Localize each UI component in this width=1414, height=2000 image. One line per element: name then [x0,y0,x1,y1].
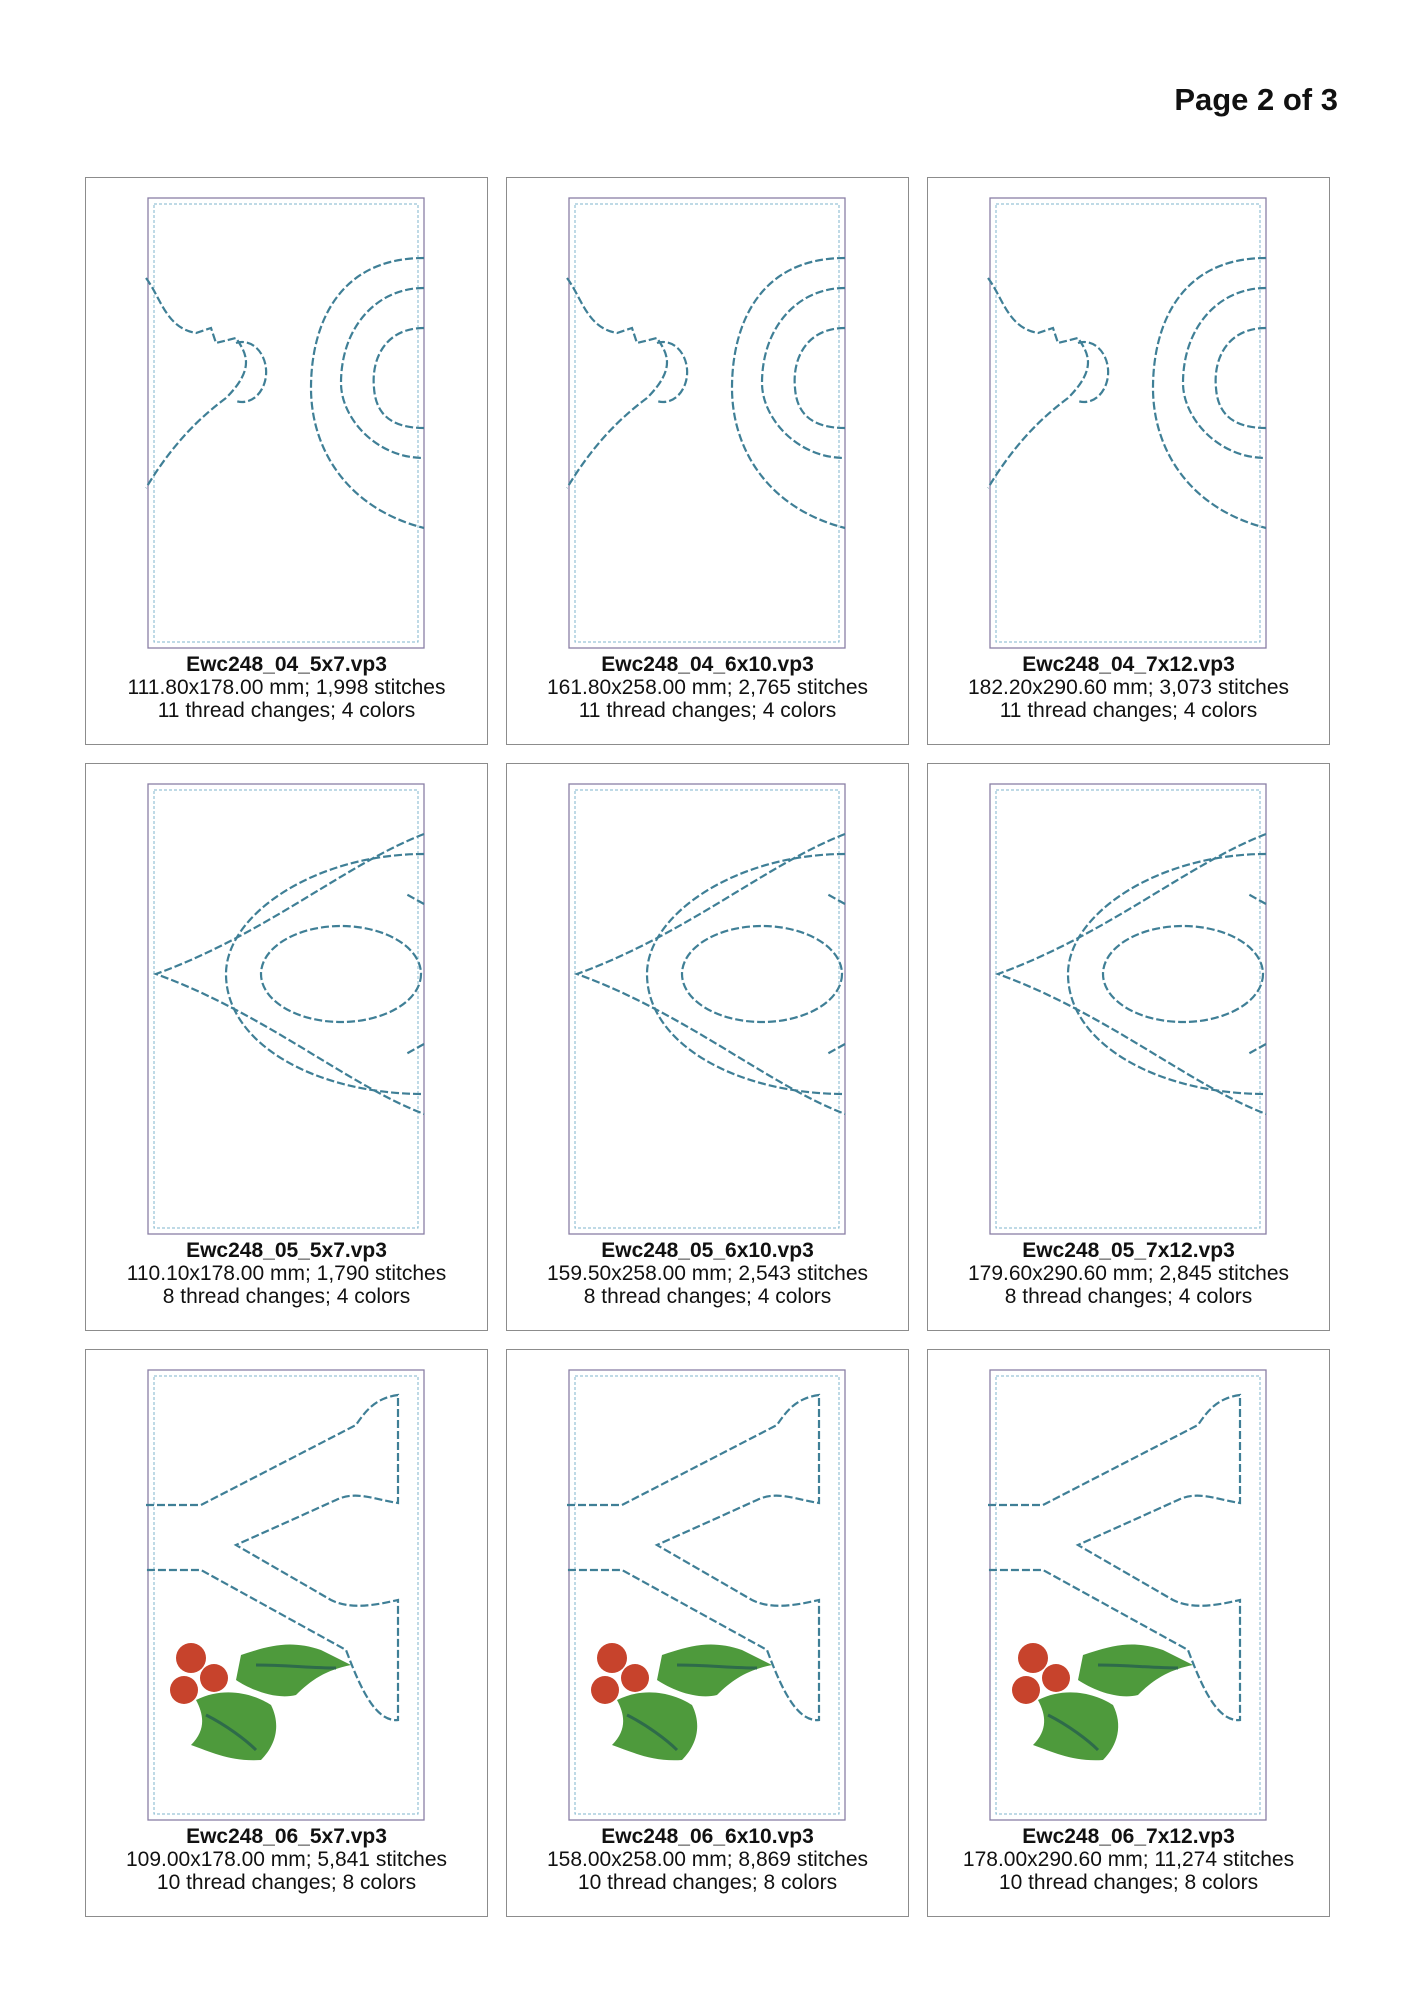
ornament-teardrop-motif [998,834,1266,1114]
design-card[interactable] [927,1349,1330,1917]
design-thread-info: 11 thread changes; 4 colors [578,699,837,722]
design-size-stitches: 159.50x258.00 mm; 2,543 stitches [546,1262,869,1285]
design-caption [928,1825,1329,1894]
ornament-top-motif [146,258,424,528]
page-number: Page 2 of 3 [1174,82,1338,117]
design-size-stitches: 182.20x290.60 mm; 3,073 stitches [967,676,1290,699]
design-thread-info: 10 thread changes; 8 colors [998,1871,1259,1894]
ornament-top-motif [988,258,1266,528]
design-filename: Ewc248_06_5x7.vp3 [186,1825,387,1848]
design-size-stitches: 111.80x178.00 mm; 1,998 stitches [127,676,446,699]
stitch-preview-svg [928,1350,1328,1828]
design-filename: Ewc248_04_6x10.vp3 [601,653,814,676]
letter-y-holly-motif [567,1395,819,1760]
design-size-stitches: 158.00x258.00 mm; 8,869 stitches [546,1848,869,1871]
design-filename: Ewc248_06_6x10.vp3 [601,1825,814,1848]
design-caption [928,1239,1329,1308]
design-caption [507,653,908,722]
ornament-teardrop-motif [156,834,424,1114]
design-size-stitches: 109.00x178.00 mm; 5,841 stitches [125,1848,448,1871]
design-thread-info: 8 thread changes; 4 colors [162,1285,411,1308]
design-filename: Ewc248_04_7x12.vp3 [1022,653,1235,676]
stitch-preview [928,1350,1328,1828]
design-size-stitches: 178.00x290.60 mm; 11,274 stitches [962,1848,1295,1871]
design-thread-info: 11 thread changes; 4 colors [157,699,416,722]
stitch-preview-svg [928,764,1328,1242]
design-thread-info: 8 thread changes; 4 colors [1004,1285,1253,1308]
design-filename: Ewc248_05_6x10.vp3 [601,1239,814,1262]
letter-y-holly-motif [988,1395,1240,1760]
design-card[interactable] [85,1349,488,1917]
stitch-preview [507,178,907,656]
letter-y-holly-motif [146,1395,398,1760]
design-filename: Ewc248_06_7x12.vp3 [1022,1825,1235,1848]
stitch-preview [928,764,1328,1242]
design-caption [507,1239,908,1308]
stitch-preview [928,178,1328,656]
design-card[interactable] [927,177,1330,745]
design-size-stitches: 110.10x178.00 mm; 1,790 stitches [126,1262,447,1285]
design-thread-info: 10 thread changes; 8 colors [156,1871,417,1894]
stitch-preview-svg [86,1350,486,1828]
design-filename: Ewc248_05_5x7.vp3 [186,1239,387,1262]
stitch-preview [86,764,486,1242]
stitch-preview [86,1350,486,1828]
stitch-preview-svg [928,178,1328,656]
design-thread-info: 11 thread changes; 4 colors [999,699,1258,722]
design-size-stitches: 161.80x258.00 mm; 2,765 stitches [546,676,869,699]
design-filename: Ewc248_04_5x7.vp3 [186,653,387,676]
stitch-preview [86,178,486,656]
design-filename: Ewc248_05_7x12.vp3 [1022,1239,1235,1262]
ornament-teardrop-motif [577,834,845,1114]
design-thread-info: 8 thread changes; 4 colors [583,1285,832,1308]
stitch-preview-svg [507,1350,907,1828]
ornament-top-motif [567,258,845,528]
design-card[interactable] [85,177,488,745]
stitch-preview-svg [86,178,486,656]
design-card[interactable] [506,177,909,745]
design-grid [85,177,1330,1917]
design-caption [507,1825,908,1894]
design-caption [86,1825,487,1894]
stitch-preview-svg [86,764,486,1242]
design-size-stitches: 179.60x290.60 mm; 2,845 stitches [967,1262,1290,1285]
design-card[interactable] [927,763,1330,1331]
stitch-preview-svg [507,764,907,1242]
design-caption [86,653,487,722]
stitch-preview [507,1350,907,1828]
stitch-preview [507,764,907,1242]
design-caption [86,1239,487,1308]
design-caption [928,653,1329,722]
design-card[interactable] [85,763,488,1331]
design-card[interactable] [506,1349,909,1917]
design-card[interactable] [506,763,909,1331]
design-thread-info: 10 thread changes; 8 colors [577,1871,838,1894]
stitch-preview-svg [507,178,907,656]
